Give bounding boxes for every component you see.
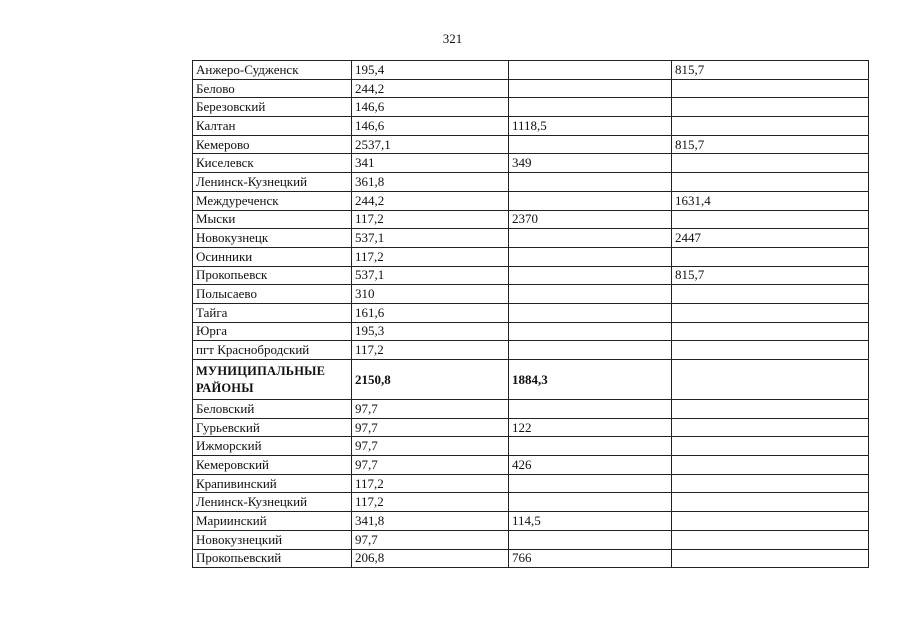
table-row (193, 135, 869, 154)
value-cell-col2: 122 (509, 418, 672, 437)
value-cell-col3 (672, 437, 869, 456)
table-row (193, 266, 869, 285)
name-cell: Березовский (193, 98, 352, 117)
name-cell: Мыски (193, 210, 352, 229)
value-cell-col1: 537,1 (352, 266, 509, 285)
value-cell-col1: 117,2 (352, 247, 509, 266)
value-cell-col3 (672, 322, 869, 341)
value-cell-col1: 97,7 (352, 437, 509, 456)
name-cell: Ленинск-Кузнецкий (193, 173, 352, 192)
name-cell: Мариинский (193, 512, 352, 531)
value-cell-col3 (672, 285, 869, 304)
name-cell: Калтан (193, 117, 352, 136)
name-cell: Ленинск-Кузнецкий (193, 493, 352, 512)
value-cell-col1: 206,8 (352, 549, 509, 568)
value-cell-col3 (672, 98, 869, 117)
value-cell-col2: 766 (509, 549, 672, 568)
value-cell-col3 (672, 456, 869, 475)
value-cell-col2: 349 (509, 154, 672, 173)
value-cell-col2 (509, 493, 672, 512)
table-row (193, 285, 869, 304)
value-cell-col3: 815,7 (672, 61, 869, 80)
value-cell-col2: 1884,3 (509, 360, 672, 400)
name-cell: Белово (193, 79, 352, 98)
name-cell: Прокопьевск (193, 266, 352, 285)
value-cell-col2 (509, 61, 672, 80)
name-cell: Ижморский (193, 437, 352, 456)
value-cell-col2 (509, 474, 672, 493)
value-cell-col2 (509, 173, 672, 192)
value-cell-col3 (672, 117, 869, 136)
name-cell: Новокузнецкий (193, 530, 352, 549)
name-cell: Прокопьевский (193, 549, 352, 568)
table-row (193, 530, 869, 549)
value-cell-col1: 146,6 (352, 98, 509, 117)
table-row (193, 98, 869, 117)
table-row (193, 191, 869, 210)
value-cell-col3 (672, 530, 869, 549)
value-cell-col3 (672, 493, 869, 512)
value-cell-col3 (672, 154, 869, 173)
value-cell-col2 (509, 400, 672, 419)
name-cell: Анжеро-Судженск (193, 61, 352, 80)
value-cell-col1: 97,7 (352, 530, 509, 549)
table-row (193, 61, 869, 80)
value-cell-col1: 97,7 (352, 400, 509, 419)
value-cell-col2 (509, 341, 672, 360)
value-cell-col1: 2150,8 (352, 360, 509, 400)
name-cell: Осинники (193, 247, 352, 266)
value-cell-col1: 244,2 (352, 79, 509, 98)
table-row (193, 322, 869, 341)
value-cell-col1: 117,2 (352, 341, 509, 360)
name-cell: Гурьевский (193, 418, 352, 437)
value-cell-col1: 161,6 (352, 303, 509, 322)
value-cell-col3: 1631,4 (672, 191, 869, 210)
value-cell-col1: 97,7 (352, 456, 509, 475)
name-cell: МУНИЦИПАЛЬНЫЕ РАЙОНЫ (193, 360, 352, 400)
section-header-row (193, 360, 869, 400)
value-cell-col1: 341 (352, 154, 509, 173)
name-cell: Новокузнецк (193, 229, 352, 248)
table-row (193, 229, 869, 248)
value-cell-col3 (672, 474, 869, 493)
value-cell-col2 (509, 247, 672, 266)
value-cell-col1: 195,3 (352, 322, 509, 341)
table-row (193, 512, 869, 531)
value-cell-col2 (509, 266, 672, 285)
value-cell-col2 (509, 229, 672, 248)
value-cell-col2: 1118,5 (509, 117, 672, 136)
value-cell-col1: 97,7 (352, 418, 509, 437)
name-cell: Беловский (193, 400, 352, 419)
value-cell-col3 (672, 79, 869, 98)
name-cell: Кемеровский (193, 456, 352, 475)
value-cell-col1: 195,4 (352, 61, 509, 80)
table-row (193, 173, 869, 192)
table-row (193, 418, 869, 437)
value-cell-col2 (509, 79, 672, 98)
name-cell: Тайга (193, 303, 352, 322)
table-row (193, 117, 869, 136)
value-cell-col3 (672, 247, 869, 266)
value-cell-col3 (672, 210, 869, 229)
table-row (193, 154, 869, 173)
value-cell-col2: 114,5 (509, 512, 672, 531)
table-row (193, 437, 869, 456)
value-cell-col3: 815,7 (672, 266, 869, 285)
value-cell-col3 (672, 512, 869, 531)
value-cell-col3 (672, 173, 869, 192)
value-cell-col1: 117,2 (352, 210, 509, 229)
name-cell: Киселевск (193, 154, 352, 173)
name-cell: Междуреченск (193, 191, 352, 210)
value-cell-col3 (672, 549, 869, 568)
value-cell-col2: 426 (509, 456, 672, 475)
value-cell-col3 (672, 341, 869, 360)
table-row (193, 210, 869, 229)
value-cell-col3 (672, 360, 869, 400)
value-cell-col2: 2370 (509, 210, 672, 229)
value-cell-col1: 117,2 (352, 493, 509, 512)
table-row (193, 79, 869, 98)
value-cell-col3 (672, 400, 869, 419)
value-cell-col2 (509, 303, 672, 322)
table-row (193, 549, 869, 568)
table-row (193, 493, 869, 512)
value-cell-col2 (509, 135, 672, 154)
value-cell-col1: 361,8 (352, 173, 509, 192)
value-cell-col2 (509, 285, 672, 304)
value-cell-col1: 341,8 (352, 512, 509, 531)
value-cell-col3: 2447 (672, 229, 869, 248)
value-cell-col2 (509, 191, 672, 210)
value-cell-col1: 146,6 (352, 117, 509, 136)
table-row (193, 456, 869, 475)
value-cell-col1: 537,1 (352, 229, 509, 248)
value-cell-col1: 117,2 (352, 474, 509, 493)
table-row (193, 341, 869, 360)
value-cell-col1: 244,2 (352, 191, 509, 210)
name-cell: Кемерово (193, 135, 352, 154)
value-cell-col2 (509, 98, 672, 117)
name-cell: Полысаево (193, 285, 352, 304)
value-cell-col1: 2537,1 (352, 135, 509, 154)
name-cell: Крапивинский (193, 474, 352, 493)
value-cell-col2 (509, 437, 672, 456)
value-cell-col2 (509, 530, 672, 549)
value-cell-col3 (672, 303, 869, 322)
value-cell-col1: 310 (352, 285, 509, 304)
table-row (193, 400, 869, 419)
value-cell-col2 (509, 322, 672, 341)
table-row (193, 474, 869, 493)
page-number: 321 (442, 31, 463, 46)
data-table (192, 60, 869, 568)
name-cell: пгт Краснобродский (193, 341, 352, 360)
table-row (193, 247, 869, 266)
table-body (193, 61, 869, 568)
value-cell-col3: 815,7 (672, 135, 869, 154)
table-row (193, 303, 869, 322)
name-cell: Юрга (193, 322, 352, 341)
value-cell-col3 (672, 418, 869, 437)
